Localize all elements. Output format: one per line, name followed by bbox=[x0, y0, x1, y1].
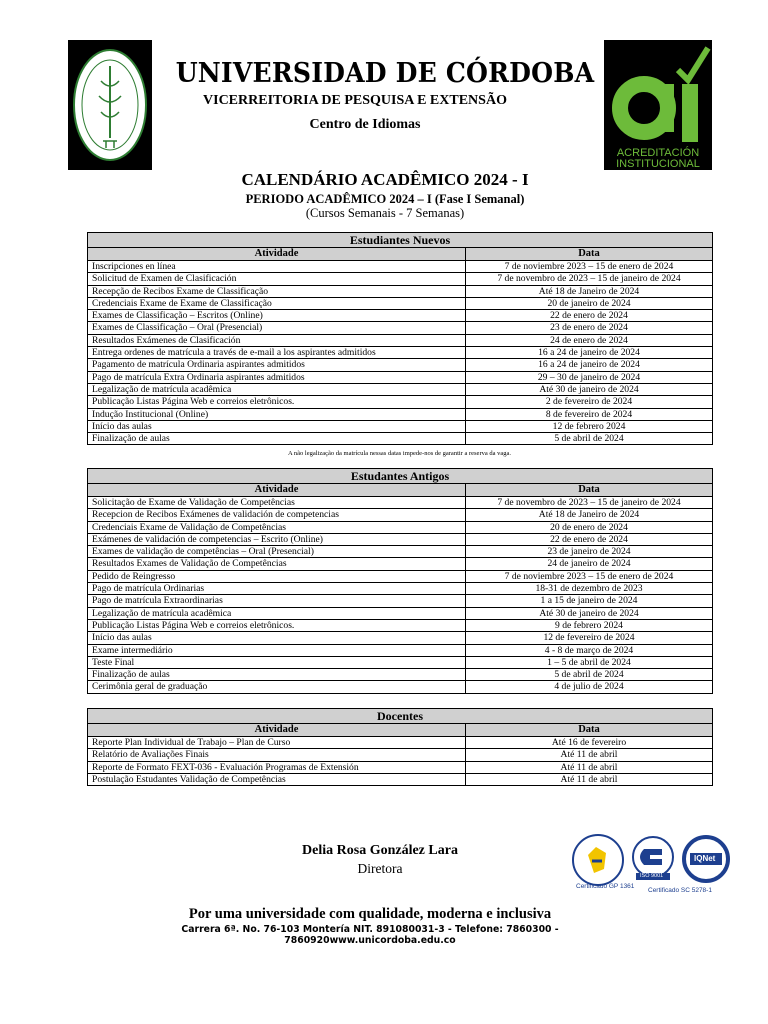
table-row bbox=[88, 583, 713, 595]
date-cell: 20 de janeiro de 2024 bbox=[466, 297, 713, 309]
activity-cell: Postulação Estudantes Validação de Competências bbox=[88, 773, 466, 785]
table-row bbox=[88, 273, 713, 285]
certification-seals bbox=[570, 825, 730, 900]
cert3-brand: IQNet bbox=[694, 854, 716, 863]
table-row bbox=[88, 408, 713, 420]
date-cell: 16 a 24 de janeiro de 2024 bbox=[466, 359, 713, 371]
table-row bbox=[88, 619, 713, 631]
table-row bbox=[88, 632, 713, 644]
date-cell: 29 – 30 de janeiro de 2024 bbox=[466, 371, 713, 383]
section-title: Estudantes Antigos bbox=[88, 469, 713, 484]
accreditation-logo bbox=[604, 40, 712, 170]
activity-cell: Recepção de Recibos Exame de Classificação bbox=[88, 285, 466, 297]
activity-cell: Solicitud de Examen de Clasificación bbox=[88, 273, 466, 285]
table-row bbox=[88, 681, 713, 693]
table-row bbox=[88, 558, 713, 570]
date-cell: 5 de abril de 2024 bbox=[466, 669, 713, 681]
table-row bbox=[88, 595, 713, 607]
date-cell: Até 11 de abril bbox=[466, 761, 713, 773]
table-row bbox=[88, 656, 713, 668]
date-cell: Até 30 de janeiro de 2024 bbox=[466, 607, 713, 619]
column-header-activity: Atividade bbox=[88, 724, 466, 737]
date-cell: 16 a 24 de janeiro de 2024 bbox=[466, 347, 713, 359]
table-row bbox=[88, 433, 713, 445]
activity-cell: Reporte de Formato FEXT-036 - Evaluación Programas de Extensión bbox=[88, 761, 466, 773]
table-row bbox=[88, 644, 713, 656]
activity-cell: Legalização de matrícula acadêmica bbox=[88, 607, 466, 619]
activity-cell: Publicação Listas Página Web e correios eletrônicos. bbox=[88, 396, 466, 408]
activity-cell: Legalização de matrícula acadêmica bbox=[88, 383, 466, 395]
university-seal-logo bbox=[68, 40, 152, 170]
activity-cell: Pago de matrícula Extra Ordinaria aspirantes admitidos bbox=[88, 371, 466, 383]
table-row bbox=[88, 521, 713, 533]
date-cell: 23 de janeiro de 2024 bbox=[466, 546, 713, 558]
table-row bbox=[88, 420, 713, 432]
activity-cell: Finalização de aulas bbox=[88, 669, 466, 681]
activity-cell: Recepcion de Recibos Exámenes de validación de competencias bbox=[88, 509, 466, 521]
table-row bbox=[88, 334, 713, 346]
column-header-activity: Atividade bbox=[88, 248, 466, 261]
date-cell: 7 de novembro de 2023 – 15 de janeiro de 2024 bbox=[466, 273, 713, 285]
date-cell: 23 de enero de 2024 bbox=[466, 322, 713, 334]
activity-cell: Início das aulas bbox=[88, 420, 466, 432]
activity-cell: Resultados Exames de Validação de Competências bbox=[88, 558, 466, 570]
activity-cell: Exámenes de validación de competencias – Escrito (Online) bbox=[88, 533, 466, 545]
activity-cell: Exames de Classificação – Oral (Presencial) bbox=[88, 322, 466, 334]
activity-cell: Início das aulas bbox=[88, 632, 466, 644]
footer-address: Carrera 6ª. No. 76-103 Montería NIT. 891080031-3 - Telefone: 7860300 - 7860920www.unicordoba.edu.co bbox=[181, 924, 559, 946]
date-cell: 7 de noviembre 2023 – 15 de enero de 2024 bbox=[466, 570, 713, 582]
table-returning-students bbox=[87, 468, 713, 694]
cert1-label: Certificado GP 1361 bbox=[576, 883, 635, 890]
table-row bbox=[88, 383, 713, 395]
date-cell: Até 18 de Janeiro de 2024 bbox=[466, 509, 713, 521]
activity-cell: Exame intermediário bbox=[88, 644, 466, 656]
table-row bbox=[88, 570, 713, 582]
rows-teachers bbox=[88, 737, 713, 786]
date-cell: 5 de abril de 2024 bbox=[466, 433, 713, 445]
date-cell: 18-31 de dezembro de 2023 bbox=[466, 583, 713, 595]
activity-cell: Indução Institucional (Online) bbox=[88, 408, 466, 420]
courses-subtitle: (Cursos Semanais - 7 Semanas) bbox=[305, 206, 465, 220]
date-cell: 22 de enero de 2024 bbox=[466, 533, 713, 545]
table-row bbox=[88, 396, 713, 408]
activity-cell: Credenciais Exame de Validação de Competências bbox=[88, 521, 466, 533]
date-cell: Até 11 de abril bbox=[466, 749, 713, 761]
date-cell: 1 a 15 de janeiro de 2024 bbox=[466, 595, 713, 607]
table-row bbox=[88, 285, 713, 297]
column-header-date: Data bbox=[466, 724, 713, 737]
column-header-date: Data bbox=[466, 484, 713, 497]
table-row bbox=[88, 310, 713, 322]
activity-cell: Pago de matrícula Ordinarias bbox=[88, 583, 466, 595]
table-new-students bbox=[87, 232, 713, 445]
activity-cell: Resultados Exámenes de Clasificación bbox=[88, 334, 466, 346]
rows-new-students bbox=[88, 261, 713, 445]
section-title: Estudiantes Nuevos bbox=[88, 233, 713, 248]
rows-returning-students bbox=[88, 497, 713, 694]
date-cell: 22 de enero de 2024 bbox=[466, 310, 713, 322]
activity-cell: Teste Final bbox=[88, 656, 466, 668]
table-row bbox=[88, 261, 713, 273]
activity-cell: Credenciais Exame de Exame de Classificação bbox=[88, 297, 466, 309]
legalization-note: A não legalização da matrícula nessas datas impede-nos de garantir a reserva da vaga. bbox=[287, 450, 512, 457]
table-row bbox=[88, 773, 713, 785]
column-header-date: Data bbox=[466, 248, 713, 261]
activity-cell: Solicitação de Exame de Validação de Competências bbox=[88, 497, 466, 509]
date-cell: 9 de febrero 2024 bbox=[466, 619, 713, 631]
activity-cell: Pagamento de matrícula Ordinaria aspirantes admitidos bbox=[88, 359, 466, 371]
date-cell: 1 – 5 de abril de 2024 bbox=[466, 656, 713, 668]
activity-cell: Pedido de Reingresso bbox=[88, 570, 466, 582]
activity-cell: Entrega ordenes de matrícula a través de e-mail a los aspirantes admitidos bbox=[88, 347, 466, 359]
table-row bbox=[88, 509, 713, 521]
date-cell: Até 30 de janeiro de 2024 bbox=[466, 383, 713, 395]
activity-cell: Relatório de Avaliações Finais bbox=[88, 749, 466, 761]
column-header-activity: Atividade bbox=[88, 484, 466, 497]
period-subtitle: PERIODO ACADÊMICO 2024 – I (Fase I Semanal) bbox=[245, 192, 525, 206]
calendar-title: CALENDÁRIO ACADÊMICO 2024 - I bbox=[241, 170, 529, 189]
table-row bbox=[88, 669, 713, 681]
vice-rectory-title: VICERREITORIA DE PESQUISA E EXTENSÃO bbox=[203, 93, 507, 108]
table-row bbox=[88, 322, 713, 334]
footer-motto: Por uma universidade com qualidade, moderna e inclusiva bbox=[188, 906, 552, 922]
table-row bbox=[88, 761, 713, 773]
date-cell: 7 de novembro de 2023 – 15 de janeiro de 2024 bbox=[466, 497, 713, 509]
table-row bbox=[88, 607, 713, 619]
date-cell: 24 de enero de 2024 bbox=[466, 334, 713, 346]
activity-cell: Cerimônia geral de graduação bbox=[88, 681, 466, 693]
activity-cell: Exames de Classificação – Escritos (Online) bbox=[88, 310, 466, 322]
activity-cell: Inscripciones en línea bbox=[88, 261, 466, 273]
section-title: Docentes bbox=[88, 709, 713, 724]
date-cell: 12 de febrero 2024 bbox=[466, 420, 713, 432]
activity-cell: Finalização de aulas bbox=[88, 433, 466, 445]
activity-cell: Publicação Listas Página Web e correios eletrônicos. bbox=[88, 619, 466, 631]
date-cell: 4 - 8 de março de 2024 bbox=[466, 644, 713, 656]
svg-text:ACREDITACIÓN: ACREDITACIÓN bbox=[616, 147, 700, 159]
activity-cell: Exames de validação de competências – Oral (Presencial) bbox=[88, 546, 466, 558]
date-cell: 12 de fevereiro de 2024 bbox=[466, 632, 713, 644]
signatory-name: Delia Rosa González Lara bbox=[302, 843, 458, 858]
activity-cell: Reporte Plan Individual de Trabajo – Plan de Curso bbox=[88, 737, 466, 749]
signatory-role: Diretora bbox=[357, 861, 403, 876]
table-teachers bbox=[87, 708, 713, 786]
table-row bbox=[88, 749, 713, 761]
table-row bbox=[88, 297, 713, 309]
university-title: UNIVERSIDAD DE CÓRDOBA bbox=[175, 58, 595, 89]
date-cell: 4 de julio de 2024 bbox=[466, 681, 713, 693]
date-cell: 8 de fevereiro de 2024 bbox=[466, 408, 713, 420]
table-row bbox=[88, 546, 713, 558]
table-row bbox=[88, 497, 713, 509]
table-row bbox=[88, 371, 713, 383]
table-row bbox=[88, 737, 713, 749]
table-row bbox=[88, 533, 713, 545]
cert3-label: Certificado SC 5278-1 bbox=[648, 887, 712, 894]
center-title: Centro de Idiomas bbox=[309, 117, 421, 132]
cert2-label: ISO 9001 bbox=[640, 873, 664, 879]
date-cell: Até 11 de abril bbox=[466, 773, 713, 785]
svg-text:INSTITUCIONAL: INSTITUCIONAL bbox=[616, 158, 700, 170]
date-cell: Até 16 de fevereiro bbox=[466, 737, 713, 749]
activity-cell: Pago de matrícula Extraordinarias bbox=[88, 595, 466, 607]
date-cell: 24 de janeiro de 2024 bbox=[466, 558, 713, 570]
date-cell: Até 18 de Janeiro de 2024 bbox=[466, 285, 713, 297]
table-row bbox=[88, 347, 713, 359]
table-row bbox=[88, 359, 713, 371]
date-cell: 20 de enero de 2024 bbox=[466, 521, 713, 533]
date-cell: 2 de fevereiro de 2024 bbox=[466, 396, 713, 408]
date-cell: 7 de noviembre 2023 – 15 de enero de 2024 bbox=[466, 261, 713, 273]
